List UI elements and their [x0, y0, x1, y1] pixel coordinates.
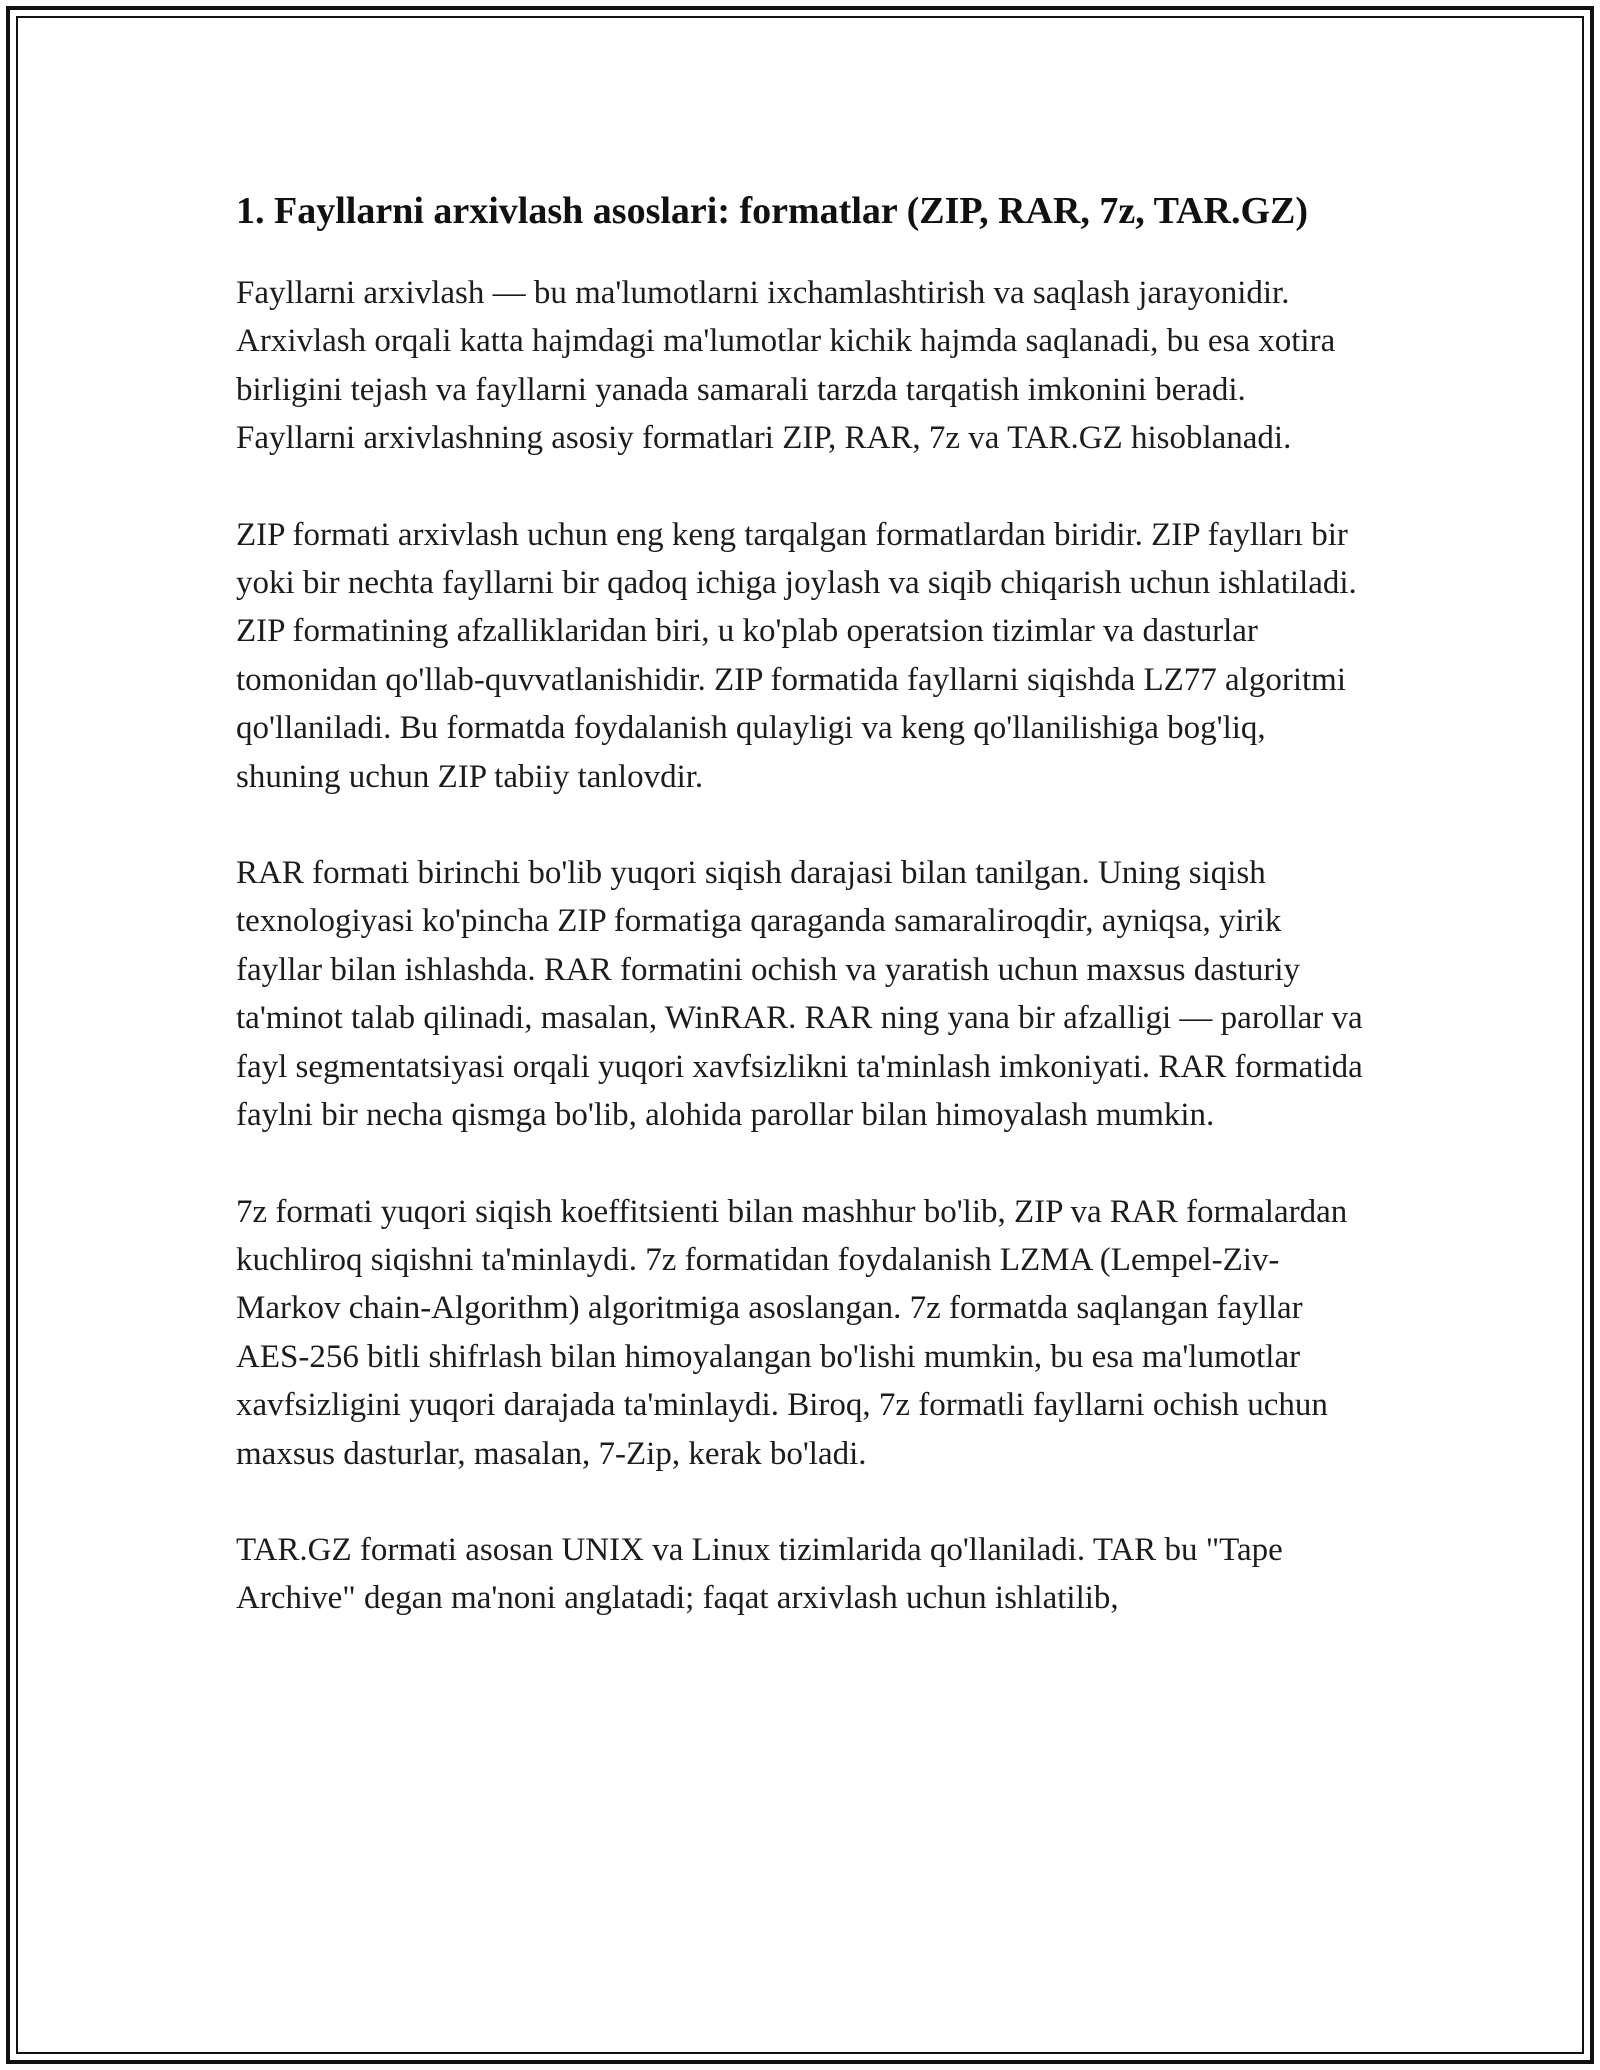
- paragraph-rar: RAR formati birinchi bo'lib yuqori siqish darajasi bilan tanilgan. Uning siqish texnologiyasi ko'pincha ZIP formatiga qaraganda samaraliroqdir, ayniqsa, yirik fayllar bilan ishlashda. RAR formatini ochish va yaratish uchun maxsus dasturiy ta'minot talab qilinadi, masalan, WinRAR. RAR ning yana bir afzalligi — parollar va fayl segmentatsiyasi orqali yuqori xavfsizlikni ta'minlash imkoniyati. RAR formatida faylni bir necha qismga bo'lib, alohida parollar bilan himoyalash mumkin.: [236, 855, 1363, 1134]
- paragraph-intro: Fayllarni arxivlash — bu ma'lumotlarni ixchamlashtirish va saqlash jarayonidir. Arxivlash orqali katta hajmdagi ma'lumotlar kichik hajmda saqlanadi, bu esa xotira birligini tejash va fayllarni yanada samarali tarzda tarqatish imkonini beradi. Fayllarni arxivlashning asosiy formatlari ZIP, RAR, 7z va TAR.GZ hisoblanadi.: [236, 275, 1336, 457]
- paragraph-7z: 7z formati yuqori siqish koeffitsienti bilan mashhur bo'lib, ZIP va RAR formalardan kuchliroq siqishni ta'minlaydi. 7z formatidan foydalanish LZMA (Lempel-Ziv-Markov chain-Algorithm) algoritmiga asoslangan. 7z formatda saqlangan fayllar AES-256 bitli shifrlash bilan himoyalangan bo'lishi mumkin, bu esa ma'lumotlar xavfsizligini yuqori darajada ta'minlaydi. Biroq, 7z formatli fayllarni ochish uchun maxsus dasturlar, masalan, 7-Zip, kerak bo'ladi.: [236, 1193, 1348, 1472]
- paragraph-targz: TAR.GZ formati asosan UNIX va Linux tizimlarida qo'llaniladi. TAR bu "Tape Archive" degan ma'noni anglatadi; faqat arxivlash uchun ishlatilib,: [236, 1531, 1283, 1617]
- document-body: [236, 186, 1366, 1671]
- section-heading: 1. Fayllarni arxivlash asoslari: formatlar (ZIP, RAR, 7z, TAR.GZ): [236, 190, 1309, 232]
- paragraph-zip: ZIP formati arxivlash uchun eng keng tarqalgan formatlardan biridir. ZIP faylları bir yoki bir nechta fayllarni bir qadoq ichiga joylash va siqib chiqarish uchun ishlatiladi. ZIP formatining afzalliklaridan biri, u ko'plab operatsion tizimlar va dasturlar tomonidan qo'llab-quvvatlanishidir. ZIP formatida fayllarni siqishda LZ77 algoritmi qo'llaniladi. Bu formatda foydalanish qulayligi va keng qo'llanilishiga bog'liq, shuning uchun ZIP tabiiy tanlovdir.: [236, 516, 1357, 795]
